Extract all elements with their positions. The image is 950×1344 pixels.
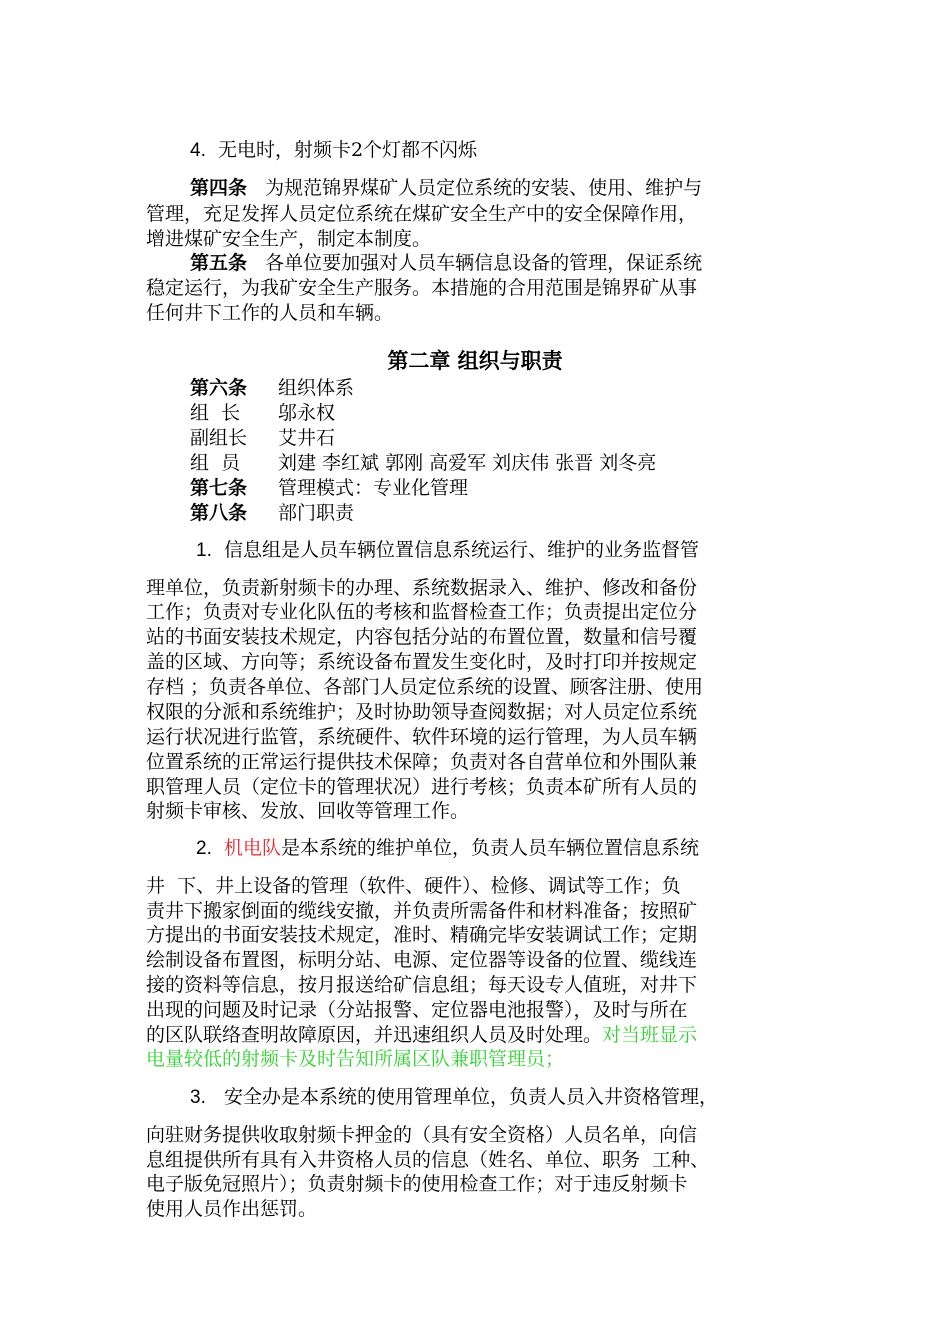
duty2-line: 出现的问题及时记录（分站报警、定位器电池报警），及时与所在: [146, 999, 688, 1021]
article-text: 组织体系: [278, 377, 355, 399]
highlighted-unit: 机电队: [223, 837, 281, 859]
duty1-line: 位置系统的正常运行提供技术保障；负责对各自营单位和外围队兼: [146, 751, 698, 773]
duty1-line: 权限的分派和系统维护；及时协助领导查阅数据；对人员定位系统: [146, 701, 698, 723]
item-number: 3.: [190, 1087, 206, 1108]
org-value: 刘建 李红斌 郭刚 高爱军 刘庆伟 张晋 刘冬亮: [278, 452, 657, 474]
article4-line: 增进煤矿安全生产，制定本制度。: [146, 228, 432, 250]
org-deputy-line: [190, 426, 850, 450]
duty2-highlighted-line: 电量较低的射频卡及时告知所属区队兼职管理员；: [146, 1048, 565, 1070]
article8-line: [190, 501, 850, 525]
item-text: 是本系统的维护单位，负责人员车辆位置信息系统: [280, 837, 699, 859]
duty2-line: 责井下搬家倒面的缆线安撤，并负责所需备件和材料准备；按照矿: [146, 900, 698, 922]
article-label: 第四条: [190, 177, 248, 199]
highlighted-text: 对当班显示: [602, 1024, 698, 1046]
duty3-first-line: [190, 1085, 850, 1110]
duty1-line: 射频卡审核、发放、回收等管理工作。: [146, 800, 470, 822]
duty2-line: 井 下、井上设备的管理（软件、硬件）、检修、调试等工作；负: [146, 875, 681, 897]
article-label: 第八条: [190, 502, 248, 524]
duty1-line: 存档 ；负责各单位、各部门人员定位系统的设置、顾客注册、使用: [146, 676, 704, 698]
duty2-line: 接的资料等信息，按月报送给矿信息组；每天设专人值班，对井下: [146, 974, 698, 996]
duty2-line: 绘制设备布置图，标明分站、电源、定位器等设备的位置、缆线连: [146, 949, 698, 971]
article-text: 部门职责: [278, 502, 355, 524]
item4-line: [190, 138, 850, 163]
duty3-line: 使用人员作出惩罚。: [146, 1198, 318, 1220]
item-text: 安全办是本系统的使用管理单位，负责人员入井资格管理，: [223, 1086, 718, 1108]
org-leader-line: [190, 401, 850, 425]
duty1-line: 理单位，负责新射频卡的办理、系统数据录入、维护、修改和备份: [146, 577, 698, 599]
article5-line: 任何井下工作的人员和车辆。: [146, 302, 394, 324]
article5-first-line: [190, 251, 850, 275]
article-text: 为规范锦界煤矿人员定位系统的安装、使用、维护与: [265, 177, 703, 199]
article5-line: 稳定运行，为我矿安全生产服务。本措施的合用范围是锦界矿从事: [146, 277, 698, 299]
article4-line: 管理，充足发挥人员定位系统在煤矿安全生产中的安全保障作用，: [146, 203, 698, 225]
org-members-line: [190, 451, 850, 475]
article-label: 第六条: [190, 377, 248, 399]
duty1-first-line: [196, 538, 856, 563]
article6-line: [190, 376, 850, 400]
duty2-text: 的区队联络查明故障原因，并迅速组织人员及时处理。: [146, 1024, 603, 1046]
duty1-line: 运行状况进行监管，系统硬件、软件环境的运行管理，为人员车辆: [146, 726, 698, 748]
org-label: 组 员: [190, 452, 241, 474]
duty3-line: 向驻财务提供收取射频卡押金的（具有安全资格）人员名单，向信: [146, 1124, 698, 1146]
org-value: 艾井石: [278, 427, 336, 449]
duty3-line: 息组提供所有具有入井资格人员的信息（姓名、单位、职务 工种、: [146, 1149, 710, 1171]
duty2-first-line: [196, 836, 856, 861]
duty2-line: 方提出的书面安装技术规定，准时、精确完毕安装调试工作；定期: [146, 924, 698, 946]
duty1-line: 职管理人员（定位卡的管理状况）进行考核；负责本矿所有人员的: [146, 776, 698, 798]
article-text: 各单位要加强对人员车辆信息设备的管理，保证系统: [265, 252, 703, 274]
chapter-title: 第二章 组织与职责: [387, 348, 563, 373]
duty3-line: 电子版免冠照片）；负责射频卡的使用检查工作；对于违反射频卡: [146, 1173, 688, 1195]
duty1-line: 盖的区域、方向等；系统设备布置发生变化时，及时打印并按规定: [146, 651, 698, 673]
duty1-line: 站的书面安装技术规定，内容包括分站的布置位置，数量和信号覆: [146, 626, 698, 648]
article7-line: [190, 476, 850, 500]
item-number: 2.: [196, 838, 212, 859]
org-label: 组 长: [190, 402, 241, 424]
item-text: 信息组是人员车辆位置信息系统运行、维护的业务监督管: [223, 539, 699, 561]
article-label: 第七条: [190, 477, 248, 499]
org-label: 副组长: [190, 427, 248, 449]
duty1-line: 工作；负责对专业化队伍的考核和监督检查工作；负责提出定位分: [146, 601, 698, 623]
duty2-line: [146, 1023, 806, 1047]
item-number: 1.: [196, 540, 212, 561]
article-label: 第五条: [190, 252, 248, 274]
article-text: 管理模式：专业化管理: [278, 477, 469, 499]
org-value: 邬永权: [278, 402, 336, 424]
article4-first-line: [190, 176, 850, 200]
item-text: 无电时，射频卡2个灯都不闪烁: [217, 139, 478, 161]
item-number: 4.: [190, 140, 206, 161]
